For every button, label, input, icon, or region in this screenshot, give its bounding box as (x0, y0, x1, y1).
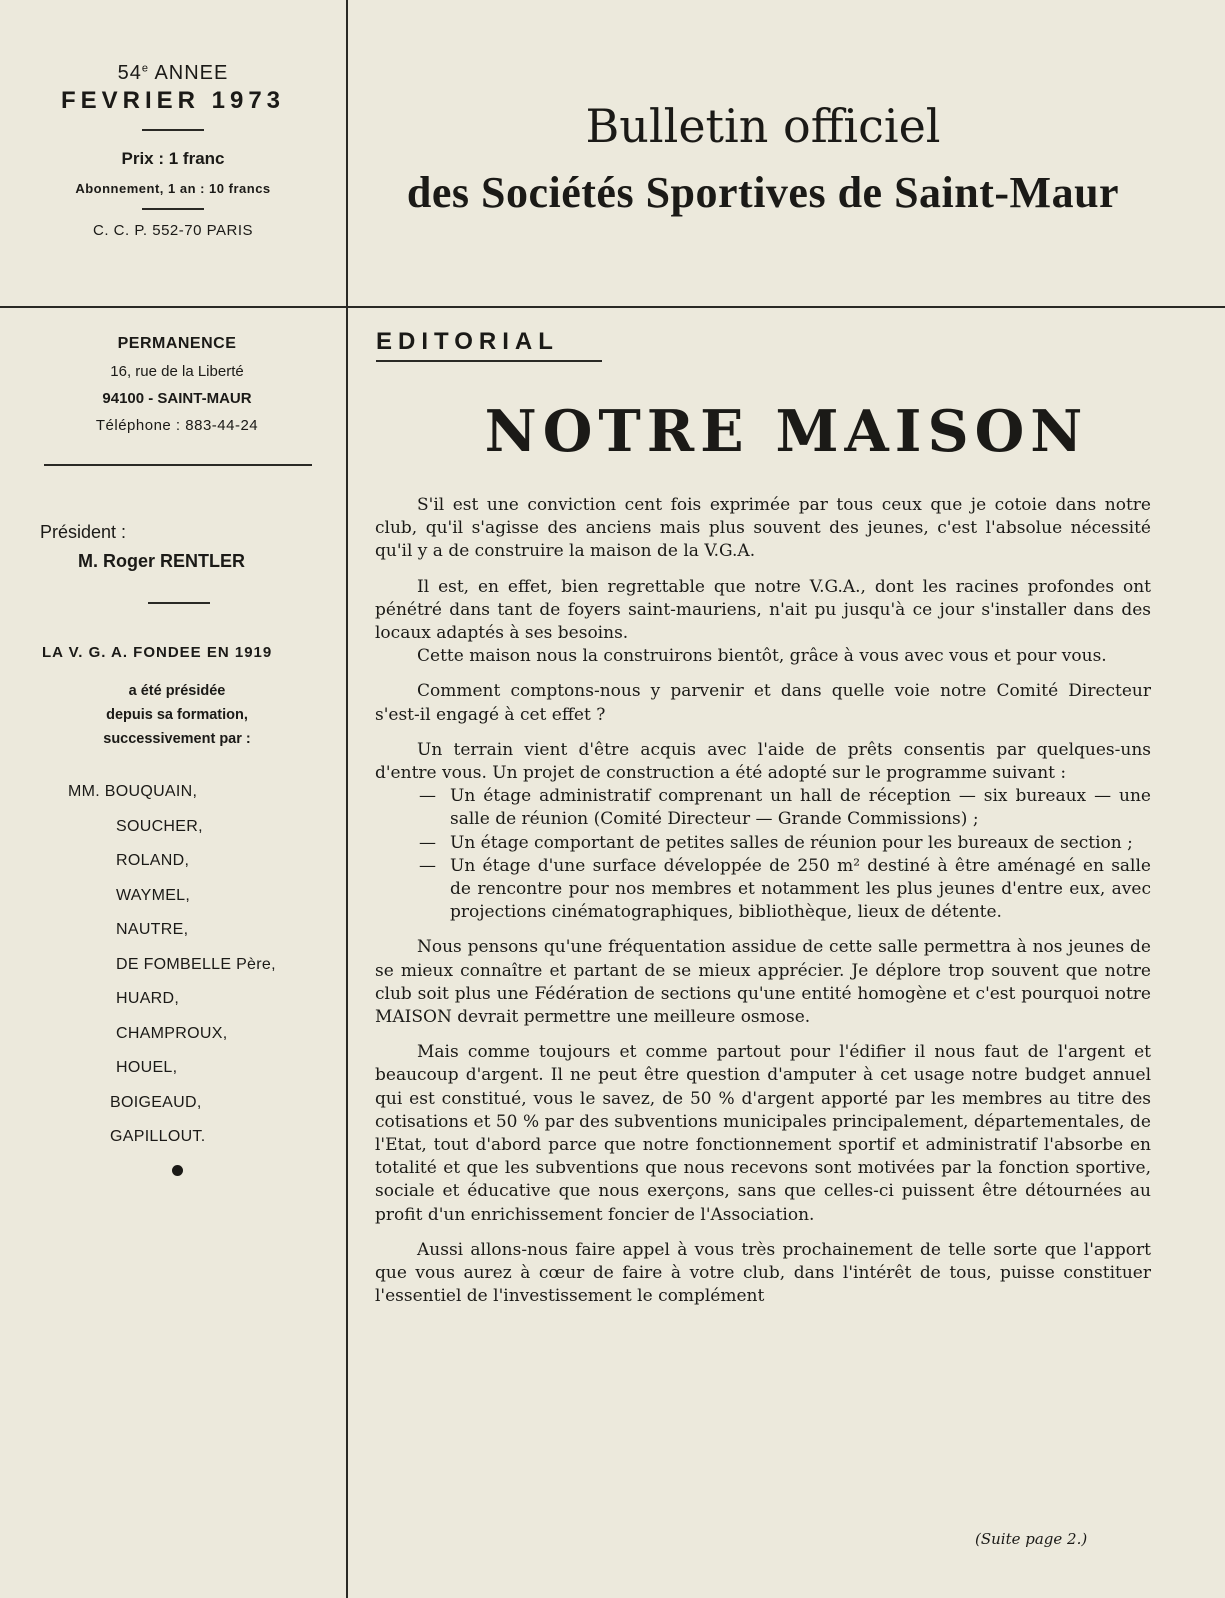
divider (44, 464, 312, 466)
vga-sub: successivement par : (103, 731, 251, 747)
vga-founding: LA V. G. A. FONDEE EN 1919 (42, 644, 273, 661)
header-divider (0, 306, 1225, 308)
list-item: BOIGEAUD, (110, 1093, 202, 1111)
address-city: 94100 - SAINT-MAUR (102, 390, 252, 407)
issue-year (0, 62, 346, 85)
phone: Téléphone : 883-44-24 (95, 417, 259, 434)
president-label: Président : (40, 522, 127, 542)
ccp-account: C. C. P. 552-70 PARIS (92, 222, 254, 239)
dash: — (419, 786, 436, 807)
price: Prix : 1 franc (121, 149, 225, 168)
list-item: DE FOMBELLE Père, (116, 955, 276, 973)
paragraph: Aussi allons-nous faire appel à vous très prochainement de telle sorte que l'apport que vous aurez à cœur de faire à votre club, dans l'intérêt de tous, puisse constituer l'essentiel de l'investissement le complément (375, 1239, 1151, 1307)
divider (148, 602, 210, 604)
permanence-title: PERMANENCE (117, 335, 237, 352)
masthead (348, 100, 1178, 220)
masthead-title: Bulletin officiel (585, 99, 941, 153)
list-item: — Un étage comportant de petites salles de réunion pour les bureaux de section ; (375, 832, 1151, 855)
list-item: CHAMPROUX, (116, 1024, 228, 1042)
president-name: M. Roger RENTLER (78, 551, 246, 571)
list-item: WAYMEL, (116, 886, 191, 904)
sidebar (0, 335, 346, 1176)
issue-info (0, 60, 346, 239)
list-item: HUARD, (116, 990, 180, 1007)
article-body (375, 494, 1151, 1309)
vga-sub: a été présidée (128, 683, 226, 699)
issue-date: FEVRIER 1973 (60, 87, 286, 114)
divider (142, 208, 204, 210)
list-item: HOUEL, (116, 1059, 178, 1076)
continued-note: (Suite page 2.) (975, 1530, 1088, 1548)
program-list (375, 785, 1151, 924)
paragraph: Cette maison nous la construirons bientôt, grâce à vous avec vous et pour vous. (417, 646, 1107, 667)
dash: — (419, 855, 436, 876)
list-item: SOUCHER, (116, 817, 203, 835)
year-number: 54 (117, 62, 142, 84)
paragraph: Il est, en effet, bien regrettable que notre V.G.A., dont les racines profondes ont pénétré dans tant de foyers saint-mauriens, n'ait pu jusqu'à ce jour s'installer dans des locaux adaptés à ses besoins. (375, 576, 1151, 644)
vga-sub: depuis sa formation, (106, 707, 248, 723)
section-underline (376, 360, 602, 362)
paragraph: S'il est une conviction cent fois exprimée par tous ceux que je cotoie dans notre club, qu'il s'agisse des anciens mais plus souvent des jeunes, c'est l'absolue nécessité qu'il y a de construire la maison de la V.G.A. (375, 495, 1151, 562)
list-item: — Un étage d'une surface développée de 250 m² destiné à être aménagé en salle de rencontre pour nos membres et notamment les plus jeunes d'entre eux, avec projections cinématographiques, bibliothèque, lieux de détente. (419, 855, 1151, 923)
paragraph: Nous pensons qu'une fréquentation assidue de cette salle permettra à nos jeunes de se mieux connaître et partant de se mieux apprécier. Je déplore trop souvent que notre club soit plus une Fédération de sections qu'une entité homogène et c'est pourquoi notre MAISON devrait permettre une meilleure osmose. (375, 937, 1151, 1028)
paragraph: Un terrain vient d'être acquis avec l'aide de prêts consentis par quelques-uns d'entre vous. Un projet de construction a été adopté sur le programme suivant : (375, 739, 1151, 784)
subscription: Abonnement, 1 an : 10 francs (75, 181, 271, 196)
column-divider (346, 0, 348, 1598)
divider (142, 129, 204, 131)
paragraph: Mais comme toujours et comme partout pour l'édifier il nous faut de l'argent et beaucoup d'argent. Il ne peut être question d'amputer à cet usage notre budget annuel qui est constitué, vous le savez, de 50 % d'argent apporté par les membres au titre des cotisations et 50 % par des subventions municipales principalement, départementales, de l'Etat, tout d'abord parce que notre fonctionnement sportif et administratif l'absorbe en totalité et que les subventions que nous recevons sont motivées par la fonction sportive, sociale et éducative que nous exerçons, sans que celles-ci puissent être détournées au profit d'un enrichissement foncier de l'Association. (375, 1042, 1151, 1225)
year-word: ANNEE (154, 62, 229, 84)
list-item: — Un étage administratif comprenant un hall de réception — six bureaux — une salle de réunion (Comité Directeur — Grande Commissions) ; (419, 786, 1151, 830)
paragraph: Comment comptons-nous y parvenir et dans quelle voie notre Comité Directeur s'est-il engagé à cet effet ? (375, 681, 1151, 725)
bullet-dot (172, 1165, 183, 1176)
year-suffix: e (141, 62, 149, 75)
list-item: ROLAND, (116, 852, 190, 869)
masthead-subtitle: des Sociétés Sportives de Saint-Maur (406, 167, 1120, 217)
address-street: 16, rue de la Liberté (110, 363, 244, 380)
list-item: GAPILLOUT. (110, 1128, 206, 1145)
former-presidents-list (0, 775, 346, 1155)
section-label: EDITORIAL (376, 328, 559, 355)
headline: NOTRE MAISON (484, 398, 1089, 465)
list-item: MM. BOUQUAIN, (68, 783, 198, 800)
list-item: NAUTRE, (116, 921, 189, 938)
dash: — (419, 832, 436, 853)
